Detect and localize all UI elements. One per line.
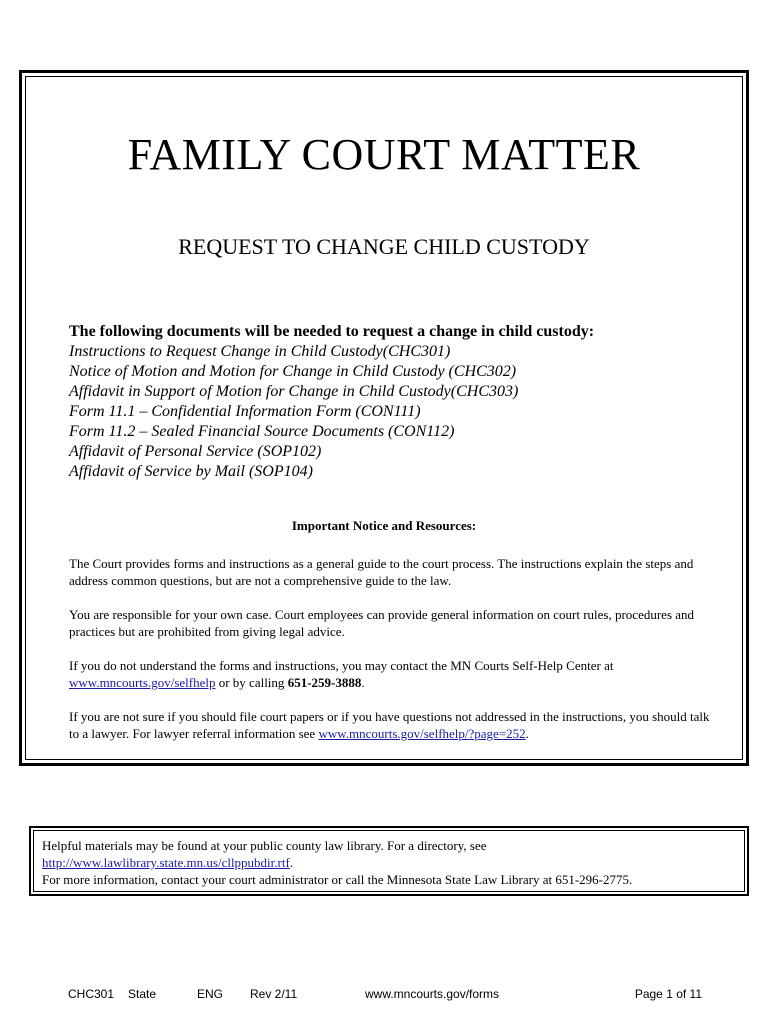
help-box [29,826,749,896]
help-library-text: Helpful materials may be found at your public county law library. For a directory, see [42,838,487,853]
documents-list [69,342,712,482]
law-library-link[interactable]: http://www.lawlibrary.state.mn.us/cllppubdir.rtf [42,855,290,870]
page-title: FAMILY COURT MATTER [127,130,641,179]
document-item: Notice of Motion and Motion for Change in Child Custody (CHC302) [69,363,517,380]
document-item: Instructions to Request Change in Child Custody(CHC301) [69,343,451,360]
document-item: Affidavit of Service by Mail (SOP104) [69,463,313,480]
self-help-text-end: . [361,675,365,690]
document-item: Affidavit in Support of Motion for Change in Child Custody(CHC303) [69,383,519,400]
self-help-phone: 651-259-3888 [287,675,362,690]
footer-state: State [128,987,157,1001]
notice-paragraph-responsibility: You are responsible for your own case. Court employees can provide general information on court rules, procedures and practices but are prohibited from giving legal advice. [69,607,695,639]
help-line-library [42,837,736,871]
notice-heading: Important Notice and Resources: [291,518,477,533]
cover-box [19,70,749,766]
footer-form-code: CHC301 [68,987,115,1001]
notice-paragraph-guide: The Court provides forms and instructions as a general guide to the court process. The instructions explain the steps and address common questions, but are not a comprehensive guide to the law. [69,556,694,588]
footer-page-number: Page 1 of 11 [634,987,702,1001]
footer-url: www.mncourts.gov/forms [365,987,500,1001]
self-help-text: If you do not understand the forms and instructions, you may contact the MN Courts Self-Help Center at [69,658,614,673]
self-help-text-middle: or by calling [215,675,288,690]
help-line-contact: For more information, contact your court administrator or call the Minnesota State Law Library at 651-296-2775. [42,872,633,887]
help-box-inner [33,830,745,892]
documents-heading: The following documents will be needed to request a change in child custody: [69,323,595,340]
page-subtitle: REQUEST TO CHANGE CHILD CUSTODY [178,234,590,259]
footer-revision: Rev 2/11 [250,987,298,1001]
documents-section [69,322,712,482]
cover-box-inner [25,76,743,760]
help-library-text-end: . [289,855,294,870]
lawyer-text-end: . [525,726,529,741]
lawyer-referral-link[interactable]: www.mncourts.gov/selfhelp/?page=252 [318,726,526,741]
notice-paragraph-lawyer [69,708,712,742]
footer-language: ENG [197,987,224,1001]
page-footer [0,987,770,1003]
self-help-link[interactable]: www.mncourts.gov/selfhelp [69,675,216,690]
lawyer-text: If you are not sure if you should file court papers or if you have questions not addressed in the instructions, you should talk to a lawyer. For lawyer referral information see [69,709,710,741]
document-item: Form 11.1 – Confidential Information Form (CON111) [69,403,421,420]
document-item: Form 11.2 – Sealed Financial Source Documents (CON112) [69,423,455,440]
document-item: Affidavit of Personal Service (SOP102) [69,443,322,460]
notice-paragraph-self-help [69,657,712,691]
